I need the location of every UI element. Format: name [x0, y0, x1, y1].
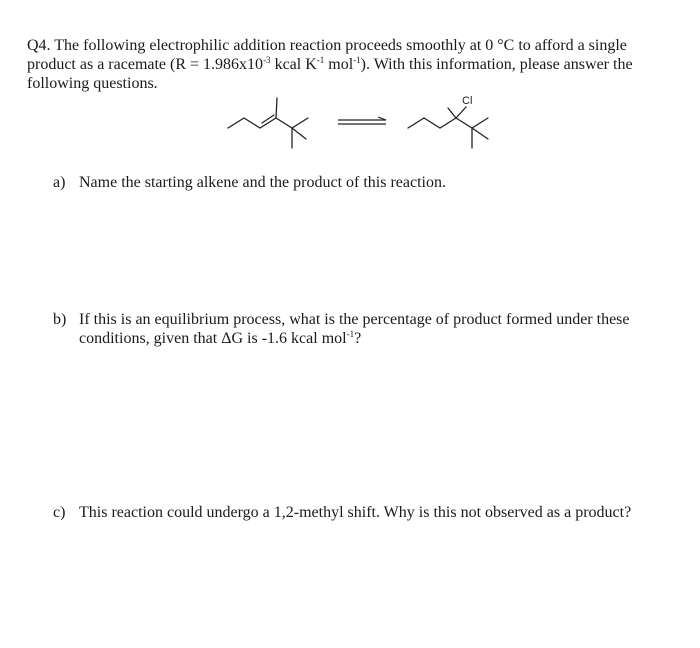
part-a-text: Name the starting alkene and the product of this reaction. — [79, 174, 446, 191]
r-exponent: -3 — [263, 55, 271, 65]
equilibrium-arrow-icon — [338, 117, 386, 124]
product-bond — [440, 118, 456, 128]
alkene-bond — [228, 118, 244, 128]
product-bond — [456, 118, 472, 128]
k-exponent: -1 — [316, 55, 325, 65]
part-b-text: If this is an equilibrium process, what is the percentage of product formed under these conditions, given that ΔG is -1.6 kcal mol — [79, 311, 630, 347]
alkene-bond — [276, 118, 292, 128]
part-c-marker: c) — [53, 504, 66, 521]
starting-alkene-structure — [228, 98, 308, 148]
question-part-a — [53, 173, 668, 192]
part-c-text: This reaction could undergo a 1,2-methyl shift. Why is this not observed as a product? — [79, 504, 632, 521]
mol-exponent: -1 — [353, 55, 361, 65]
alkene-bond — [244, 118, 260, 128]
part-b-text-end: ? — [354, 330, 362, 347]
question-part-c — [53, 503, 668, 522]
part-b-exponent: -1 — [346, 329, 355, 339]
part-b-marker: b) — [53, 311, 67, 328]
product-bond — [424, 118, 440, 128]
product-bond — [448, 108, 456, 118]
product-bond — [456, 107, 466, 118]
question-part-b — [53, 310, 668, 348]
product-bond — [472, 118, 488, 128]
question-intro-end: ). With this information, please answer the following questions. — [27, 56, 633, 92]
question-number: Q4. — [27, 37, 51, 54]
question-intro — [27, 36, 667, 93]
product-bond — [408, 118, 424, 128]
question-intro-text: The following electrophilic addition reaction proceeds smoothly at 0 °C to afford a single product as a racemate (R = 1.986x10 — [27, 37, 627, 73]
reaction-scheme — [220, 90, 510, 152]
product-bond — [472, 128, 488, 139]
part-b-text-block — [79, 310, 668, 348]
chlorine-label: Cl — [462, 95, 473, 107]
alkene-bond — [292, 118, 308, 128]
alkene-bond — [276, 98, 277, 118]
alkene-double-bond-inner — [262, 115, 274, 123]
alkene-bond — [292, 128, 306, 139]
question-intro-unit-mol: mol — [324, 56, 354, 73]
question-intro-unit-k: kcal K — [270, 56, 317, 73]
part-a-marker: a) — [53, 174, 66, 191]
product-chloride-structure — [408, 107, 488, 148]
